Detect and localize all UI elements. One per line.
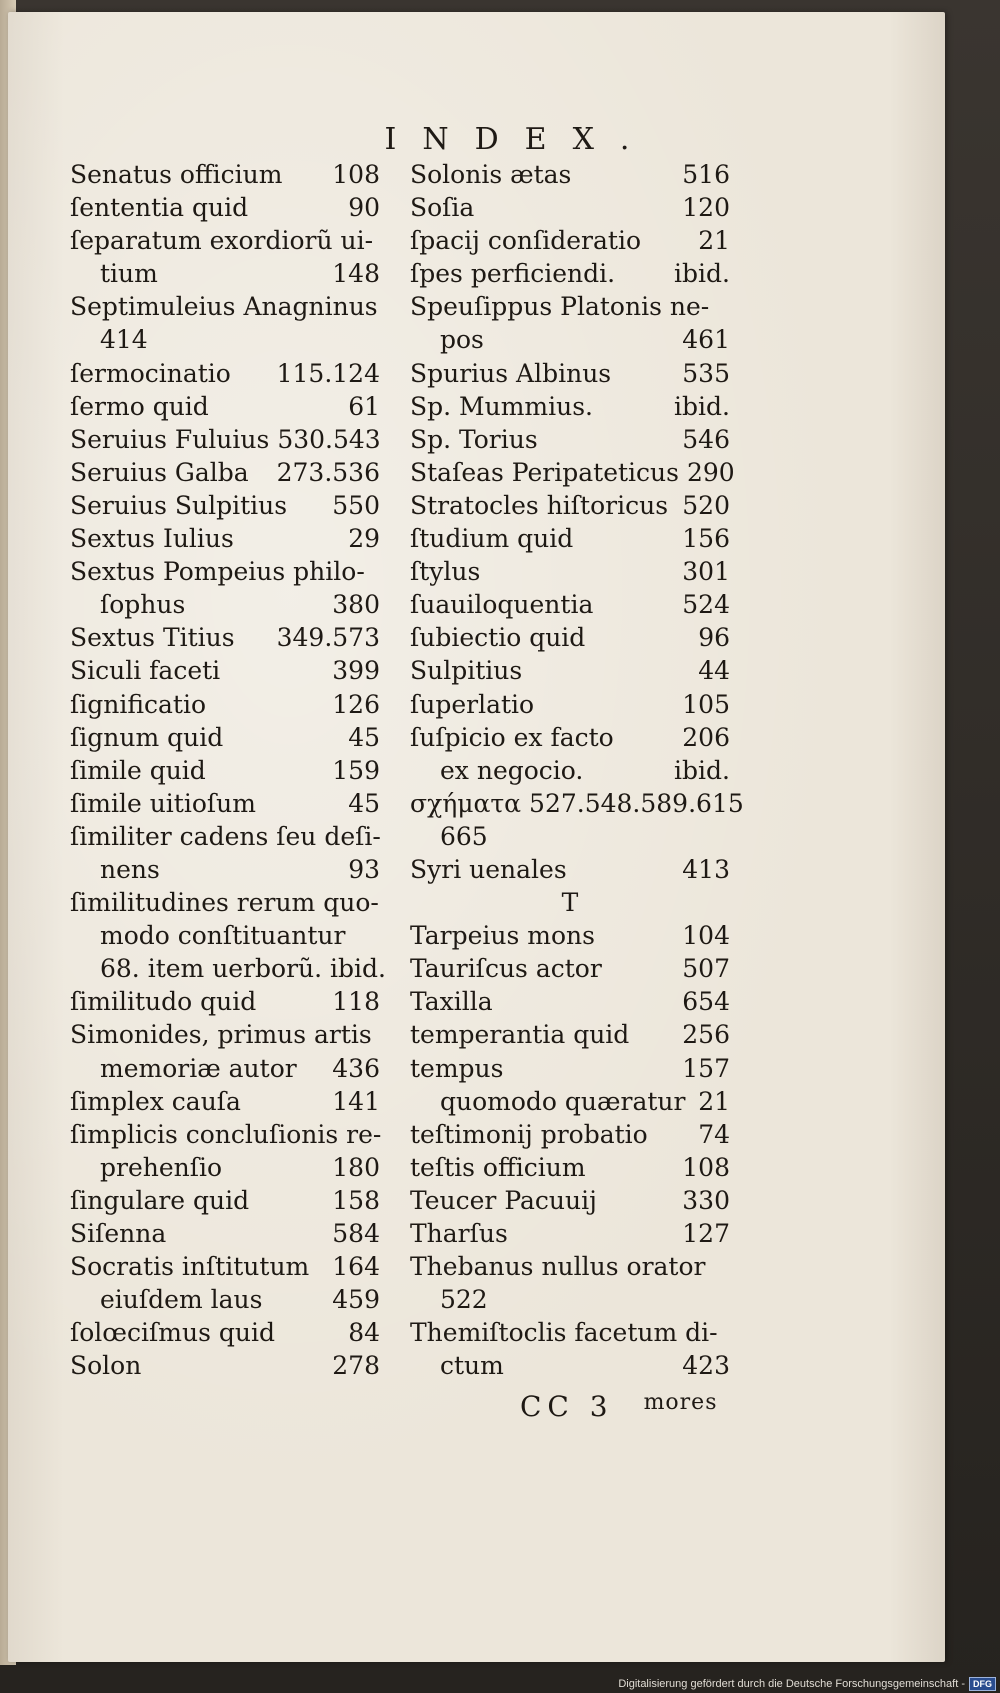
entry-page-ref: 349.573	[276, 623, 380, 653]
entry-term: Senatus officium	[70, 160, 283, 189]
index-entry	[410, 257, 730, 290]
index-entry	[410, 621, 730, 654]
index-entry	[70, 654, 380, 687]
entry-page-ref: 104	[682, 921, 730, 951]
index-entry	[70, 754, 380, 787]
entry-page-ref: 436	[332, 1053, 380, 1083]
entry-page-ref: 148	[332, 259, 380, 289]
index-entry	[410, 1316, 730, 1349]
entry-page-ref: 256	[682, 1020, 730, 1050]
entry-term: Tharſus	[410, 1219, 508, 1248]
entry-page-ref	[378, 290, 386, 323]
entry-term: temperantia quid	[410, 1020, 630, 1050]
entry-term: ſimilitudo quid	[70, 987, 257, 1017]
entry-page-ref: 158	[332, 1185, 380, 1215]
entry-page-ref: 524	[682, 590, 730, 620]
entry-page-ref: 126	[332, 689, 380, 719]
index-entry	[70, 191, 380, 224]
entry-page-ref: 330	[682, 1185, 730, 1215]
index-letter-heading	[410, 886, 730, 919]
index-entry	[70, 886, 380, 919]
entry-page-ref: 164	[332, 1252, 380, 1282]
entry-page-ref: 380	[332, 590, 380, 620]
entry-page-ref	[372, 919, 380, 952]
index-entry	[70, 721, 380, 754]
entry-page-ref	[379, 886, 387, 919]
entry-term: Sextus Iulius	[70, 524, 234, 554]
index-entry	[410, 1151, 730, 1184]
index-entry	[70, 1085, 380, 1118]
entry-term: Themiſtoclis facetum di-	[410, 1318, 718, 1348]
entry-term: 522	[440, 1285, 488, 1315]
index-entry	[70, 1018, 380, 1051]
entry-page-ref: 45	[348, 788, 380, 818]
index-entry	[410, 1085, 730, 1118]
entry-term: ſermocinatio	[70, 358, 231, 388]
index-entry	[70, 555, 380, 588]
entry-term: Syri uenales	[410, 854, 567, 884]
entry-page-ref: 507	[682, 954, 730, 984]
entry-term: Seruius Sulpitius	[70, 490, 288, 520]
entry-term: ſignum quid	[70, 722, 224, 752]
entry-term: ſententia quid	[70, 193, 249, 223]
index-entry	[410, 456, 735, 489]
entry-term: 665	[440, 821, 488, 851]
entry-page-ref: 108	[332, 160, 380, 189]
index-entry	[410, 224, 730, 257]
entry-page-ref: 423	[682, 1351, 730, 1381]
page-title: INDEX.	[384, 122, 656, 157]
entry-term: σχήματα	[410, 788, 522, 818]
entry-term: Soſia	[410, 193, 475, 223]
entry-term: teſtis officium	[410, 1152, 586, 1182]
index-entry	[410, 555, 730, 588]
entry-page-ref: 584	[332, 1219, 380, 1248]
entry-term: Socratis inſtitutum	[70, 1252, 310, 1282]
index-entry	[410, 522, 730, 555]
index-entry	[70, 1151, 380, 1184]
index-entry	[70, 158, 380, 191]
entry-term: Sp. Mummius.	[410, 391, 594, 421]
entry-page-ref: 550	[332, 490, 380, 520]
entry-page-ref: 44	[698, 656, 730, 686]
entry-term: ſtylus	[410, 557, 481, 587]
entry-page-ref: ibid.	[674, 259, 730, 289]
entry-page-ref: 654	[682, 987, 730, 1017]
index-entry	[410, 158, 730, 191]
entry-term: Teucer Pacuuij	[410, 1185, 597, 1215]
entry-term: ſimplex cauſa	[70, 1086, 241, 1116]
entry-term: ſolœciſmus quid	[70, 1318, 275, 1348]
entry-page-ref: 120	[682, 193, 730, 223]
index-entry	[410, 390, 730, 423]
entry-term: Septimuleius Anagninus	[70, 292, 378, 322]
entry-page-ref: 21	[698, 1086, 730, 1116]
entry-term: tium	[100, 259, 158, 289]
entry-page-ref	[373, 224, 381, 257]
entry-page-ref: 527.548.589.615	[529, 788, 744, 818]
entry-term: ſermo quid	[70, 391, 209, 421]
entry-page-ref: 159	[332, 755, 380, 785]
entry-page-ref: 141	[332, 1086, 380, 1116]
index-entry	[70, 1184, 380, 1217]
entry-term: Speuſippus Platonis ne-	[410, 292, 710, 322]
index-entry	[410, 721, 730, 754]
entry-page-ref	[372, 1018, 380, 1051]
entry-page-ref: 29	[348, 524, 380, 554]
index-entry	[410, 1283, 730, 1316]
entry-term: pos	[440, 325, 484, 355]
entry-page-ref: 90	[348, 193, 380, 223]
entry-page-ref: ibid.	[674, 391, 730, 421]
entry-term: ſingulare quid	[70, 1185, 250, 1215]
entry-page-ref: 61	[348, 391, 380, 421]
index-entry	[70, 522, 380, 555]
entry-term: ſimile quid	[70, 755, 206, 785]
index-entry	[70, 1283, 380, 1316]
index-entry	[410, 323, 730, 356]
entry-term: quomodo quæratur	[440, 1086, 686, 1116]
entry-term: ſuſpicio ex facto	[410, 722, 614, 752]
entry-term: ſophus	[100, 590, 186, 620]
entry-page-ref: 96	[698, 623, 730, 653]
entry-term: prehenſio	[100, 1152, 223, 1182]
entry-term: modo conſtituantur	[100, 921, 346, 951]
index-entry	[410, 1052, 730, 1085]
credit-text: Digitalisierung gefördert durch die Deutsche Forschungsgemeinschaft -	[618, 1678, 965, 1690]
index-entry	[70, 357, 380, 390]
index-entry	[70, 1250, 380, 1283]
entry-page-ref	[386, 952, 394, 985]
index-entry	[70, 919, 380, 952]
entry-page-ref: 74	[698, 1119, 730, 1149]
index-entry	[410, 919, 730, 952]
index-entry	[70, 787, 380, 820]
entry-term: ctum	[440, 1351, 504, 1381]
entry-term: ſeparatum exordiorũ ui-	[70, 226, 374, 256]
entry-term: ſpes perficiendi.	[410, 259, 616, 289]
entry-term: Seruius Galba	[70, 457, 249, 487]
entry-page-ref: 413	[682, 854, 730, 884]
index-entry	[410, 787, 744, 820]
index-entry	[410, 820, 730, 853]
entry-page-ref: 115.124	[276, 358, 380, 388]
index-entry	[70, 1349, 380, 1382]
entry-term: ſimile uitioſum	[70, 788, 256, 818]
entry-page-ref	[722, 820, 730, 853]
entry-page-ref	[381, 1118, 389, 1151]
entry-term: Tauriſcus actor	[410, 954, 602, 984]
index-entry	[70, 390, 380, 423]
entry-page-ref: 127	[682, 1219, 730, 1248]
index-entry	[410, 1118, 730, 1151]
entry-page-ref: 105	[682, 689, 730, 719]
entry-page-ref	[381, 820, 389, 853]
index-entry	[70, 952, 386, 985]
index-entry	[70, 1217, 380, 1250]
entry-term: T	[561, 888, 579, 918]
entry-term: ſuauiloquentia	[410, 590, 594, 620]
index-entry	[70, 820, 380, 853]
entry-term: ſpacij conſideratio	[410, 226, 642, 256]
entry-term: ſimplicis concluſionis re-	[70, 1119, 382, 1149]
entry-term: 414	[100, 325, 148, 355]
entry-term: ſuperlatio	[410, 689, 535, 719]
entry-page-ref: 118	[332, 987, 380, 1017]
index-entry	[410, 688, 730, 721]
entry-page-ref: 108	[682, 1152, 730, 1182]
entry-term: Sextus Pompeius philo-	[70, 557, 365, 587]
index-entry	[410, 952, 730, 985]
entry-term: Tarpeius mons	[410, 921, 595, 951]
index-entry	[410, 1217, 730, 1250]
index-entry	[410, 290, 730, 323]
index-entry	[70, 853, 380, 886]
entry-term: eiuſdem laus	[100, 1285, 263, 1315]
index-entry	[410, 423, 730, 456]
entry-page-ref: 461	[682, 325, 730, 355]
index-entry	[410, 985, 730, 1018]
index-entry	[70, 1316, 380, 1349]
entry-page-ref: ibid.	[674, 755, 730, 785]
index-entry	[410, 853, 730, 886]
entry-term: Sextus Titius	[70, 623, 235, 653]
entry-term: Sulpitius	[410, 656, 523, 686]
entry-page-ref: 290	[686, 457, 735, 487]
entry-page-ref: 301	[682, 557, 730, 587]
entry-term: teſtimonij probatio	[410, 1119, 648, 1149]
entry-page-ref	[372, 555, 380, 588]
entry-page-ref	[722, 1283, 730, 1316]
index-entry	[410, 654, 730, 687]
entry-page-ref	[722, 1250, 730, 1283]
entry-page-ref	[372, 323, 380, 356]
index-entry	[70, 1118, 380, 1151]
entry-page-ref: 21	[698, 226, 730, 256]
entry-term: tempus	[410, 1053, 504, 1083]
index-entry	[70, 588, 380, 621]
entry-term: ſignificatio	[70, 689, 207, 719]
catchword: mores	[643, 1390, 718, 1415]
index-entry	[70, 985, 380, 1018]
index-entry	[70, 621, 380, 654]
entry-page-ref: 45	[348, 722, 380, 752]
entry-term: 68. item uerborũ. ibid.	[100, 954, 386, 984]
dfg-logo: DFG	[969, 1677, 996, 1691]
entry-term: Spurius Albinus	[410, 358, 612, 388]
entry-term: Stratocles hiſtoricus	[410, 490, 669, 520]
entry-term: memoriæ autor	[100, 1053, 297, 1083]
entry-page-ref: 530.543	[277, 424, 381, 454]
entry-page-ref: 520	[682, 490, 730, 520]
entry-term: ſimiliter cadens ſeu deſi-	[70, 821, 381, 851]
entry-term: nens	[100, 854, 160, 884]
index-entry	[410, 191, 730, 224]
index-entry	[70, 489, 380, 522]
entry-page-ref: 206	[682, 722, 730, 752]
entry-term: ſubiectio quid	[410, 623, 586, 653]
page-footer	[520, 1390, 718, 1423]
entry-term: Siſenna	[70, 1219, 167, 1248]
index-entry	[410, 1250, 730, 1283]
index-entry	[410, 1018, 730, 1051]
index-entry	[410, 754, 730, 787]
index-entry	[70, 224, 380, 257]
entry-term: ſtudium quid	[410, 524, 574, 554]
entry-term: Seruius Fuluius	[70, 424, 270, 454]
index-entry	[410, 357, 730, 390]
index-entry	[70, 1052, 380, 1085]
entry-page-ref: 157	[682, 1053, 730, 1083]
entry-page-ref: 273.536	[276, 457, 380, 487]
index-entry	[70, 688, 380, 721]
entry-term: Taxilla	[410, 987, 493, 1017]
entry-page-ref: 180	[332, 1152, 380, 1182]
index-entry	[410, 1349, 730, 1382]
entry-page-ref	[722, 290, 730, 323]
entry-page-ref: 156	[682, 524, 730, 554]
entry-page-ref: 516	[682, 160, 730, 189]
entry-page-ref: 459	[332, 1285, 380, 1315]
entry-page-ref: 93	[348, 854, 380, 884]
entry-page-ref: 84	[348, 1318, 380, 1348]
entry-term: ex negocio.	[440, 755, 584, 785]
entry-term: Thebanus nullus orator	[410, 1252, 706, 1282]
entry-page-ref: 399	[332, 656, 380, 686]
entry-term: Sp. Torius	[410, 424, 538, 454]
entry-term: Solonis ætas	[410, 160, 572, 189]
entry-page-ref: 535	[682, 358, 730, 388]
signature-mark: CC 3	[520, 1390, 614, 1423]
index-entry	[410, 1184, 730, 1217]
index-entry	[70, 423, 380, 456]
index-entry	[70, 456, 380, 489]
entry-term: Solon	[70, 1351, 142, 1381]
index-entry	[70, 257, 380, 290]
index-entry	[70, 323, 380, 356]
entry-term: Simonides, primus artis	[70, 1020, 372, 1050]
entry-page-ref	[722, 1316, 730, 1349]
index-column-left	[70, 158, 386, 1382]
digitization-credit	[618, 1677, 996, 1691]
entry-term: ſimilitudines rerum quo-	[70, 888, 379, 918]
entry-term: Staſeas Peripateticus	[410, 457, 679, 487]
index-column-right	[410, 158, 744, 1382]
index-entry	[70, 290, 380, 323]
index-entry	[410, 588, 730, 621]
entry-term: Siculi faceti	[70, 656, 221, 686]
entry-page-ref: 546	[682, 424, 730, 454]
entry-page-ref: 278	[332, 1351, 380, 1381]
index-entry	[410, 489, 730, 522]
